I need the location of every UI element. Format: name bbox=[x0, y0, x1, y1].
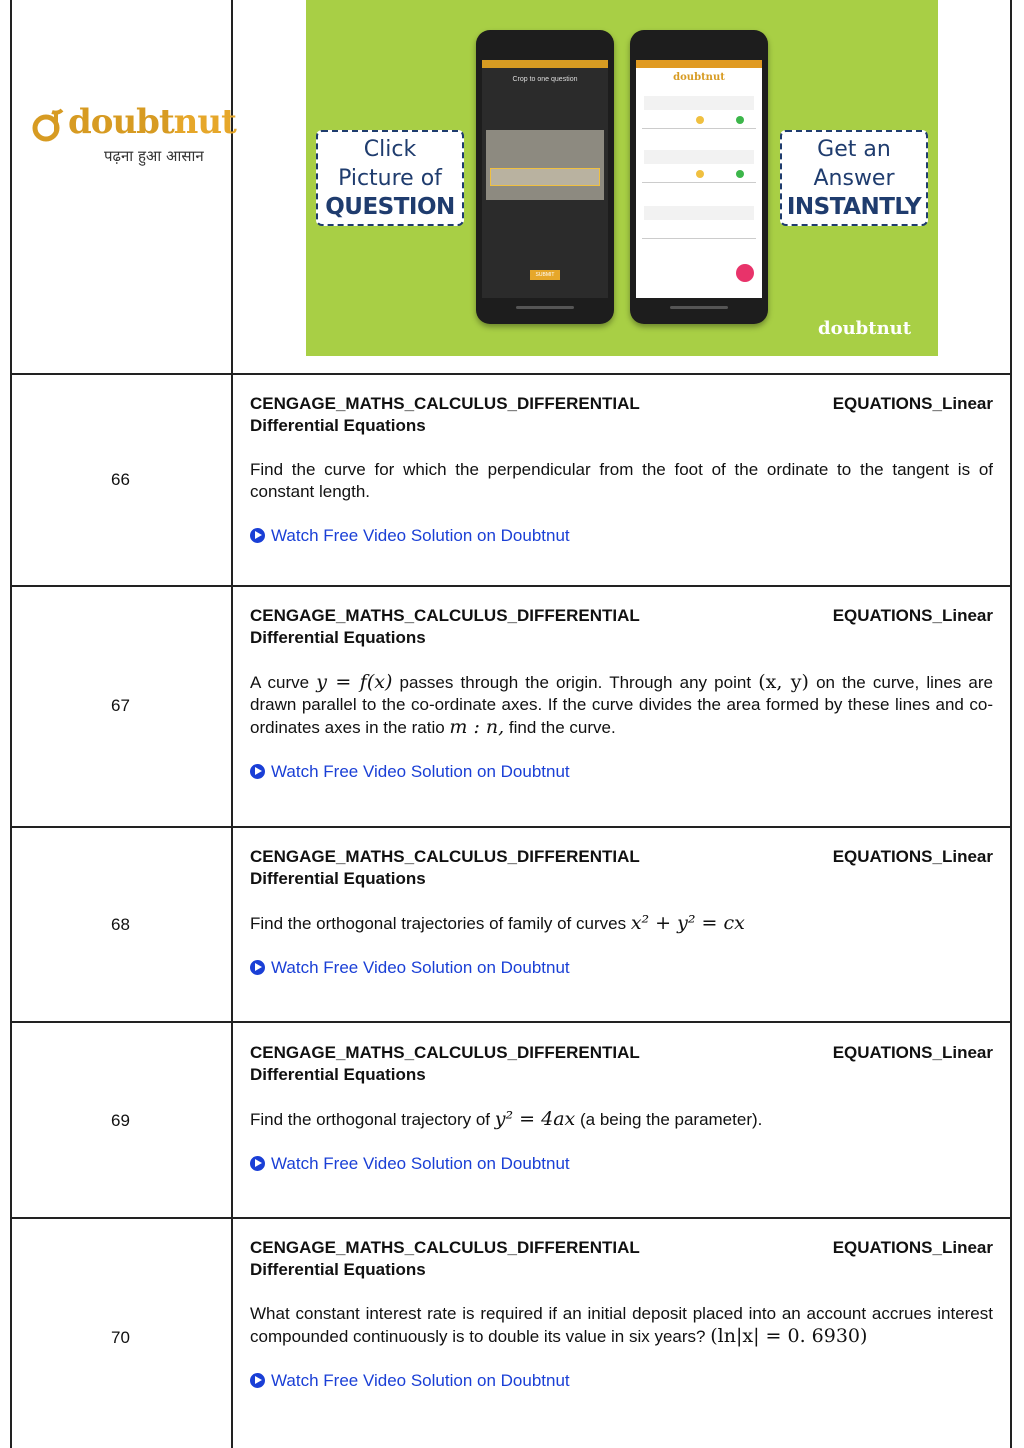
phone-camera-mockup bbox=[476, 30, 614, 324]
row-divider bbox=[10, 1021, 1012, 1023]
question-number: 66 bbox=[111, 470, 130, 489]
doubtnut-logo-icon bbox=[28, 106, 68, 146]
question-category: CENGAGE_MATHS_CALCULUS_DIFFERENTIAL EQUATIONS_Linear Differential Equations bbox=[250, 1043, 993, 1084]
promo-banner bbox=[306, 0, 938, 356]
watch-video-link[interactable]: Watch Free Video Solution on Doubtnut bbox=[250, 761, 993, 783]
doubtnut-logo bbox=[28, 102, 236, 172]
submit-button: SUBMIT bbox=[530, 270, 560, 280]
question-number: 70 bbox=[111, 1328, 130, 1347]
answer-card bbox=[642, 144, 756, 183]
question-text: What constant interest rate is required if an initial deposit placed into an account accrues interest compounded continuously is to double its value in six years? (ln|x| = 0. 6930) bbox=[250, 1304, 993, 1347]
row-divider bbox=[10, 1217, 1012, 1219]
question-photo bbox=[486, 130, 604, 200]
watch-video-link[interactable]: Watch Free Video Solution on Doubtnut bbox=[250, 1370, 993, 1392]
question-cell bbox=[250, 605, 993, 783]
get-answer-callout: Get an Answer INSTANTLY bbox=[780, 130, 928, 226]
watch-video-link[interactable]: Watch Free Video Solution on Doubtnut bbox=[250, 525, 993, 547]
question-category: CENGAGE_MATHS_CALCULUS_DIFFERENTIAL EQUATIONS_Linear Differential Equations bbox=[250, 606, 993, 647]
play-icon bbox=[250, 528, 265, 543]
question-text: A curve y = f(x) passes through the origin. Through any point (x, y) on the curve, lines are drawn parallel to the co-ordinate axes. If the curve divides the area formed by these lines and co-ordinates axes in the ratio m : n, find the curve. bbox=[250, 671, 993, 738]
question-category: CENGAGE_MATHS_CALCULUS_DIFFERENTIAL EQUATIONS_Linear Differential Equations bbox=[250, 394, 993, 435]
answer-card bbox=[642, 90, 756, 129]
question-number: 67 bbox=[111, 696, 130, 715]
row-divider bbox=[10, 826, 1012, 828]
app-logo: doubtnut bbox=[673, 72, 725, 83]
question-number: 69 bbox=[111, 1111, 130, 1130]
camera-fab-icon bbox=[736, 264, 754, 282]
question-number: 68 bbox=[111, 915, 130, 934]
column-divider bbox=[231, 0, 233, 1448]
row-divider bbox=[10, 585, 1012, 587]
answer-card bbox=[642, 200, 756, 239]
logo-wordmark: doubtnut bbox=[68, 102, 236, 142]
play-icon bbox=[250, 764, 265, 779]
question-text: Find the orthogonal trajectories of family of curves x² + y² = cx bbox=[250, 912, 745, 934]
question-text: Find the orthogonal trajectory of y² = 4ax (a being the parameter). bbox=[250, 1108, 763, 1130]
play-icon bbox=[250, 960, 265, 975]
question-cell bbox=[250, 1042, 993, 1175]
question-text: Find the curve for which the perpendicular from the foot of the ordinate to the tangent is of constant length. bbox=[250, 460, 993, 501]
question-cell bbox=[250, 846, 993, 979]
play-icon bbox=[250, 1156, 265, 1171]
question-cell bbox=[250, 393, 993, 547]
play-icon bbox=[250, 1373, 265, 1388]
question-category: CENGAGE_MATHS_CALCULUS_DIFFERENTIAL EQUATIONS_Linear Differential Equations bbox=[250, 847, 993, 888]
question-category: CENGAGE_MATHS_CALCULUS_DIFFERENTIAL EQUATIONS_Linear Differential Equations bbox=[250, 1238, 993, 1279]
watch-video-link[interactable]: Watch Free Video Solution on Doubtnut bbox=[250, 1153, 993, 1175]
row-divider bbox=[10, 373, 1012, 375]
phone-answer-mockup bbox=[630, 30, 768, 324]
crop-caption: Crop to one question bbox=[512, 76, 578, 83]
watch-video-link[interactable]: Watch Free Video Solution on Doubtnut bbox=[250, 957, 993, 979]
question-cell bbox=[250, 1237, 993, 1392]
banner-brand-mark: doubtnut bbox=[818, 318, 912, 339]
click-picture-callout: Click Picture of QUESTION bbox=[316, 130, 464, 226]
logo-tagline: पढ़ना हुआ आसान bbox=[104, 147, 204, 165]
